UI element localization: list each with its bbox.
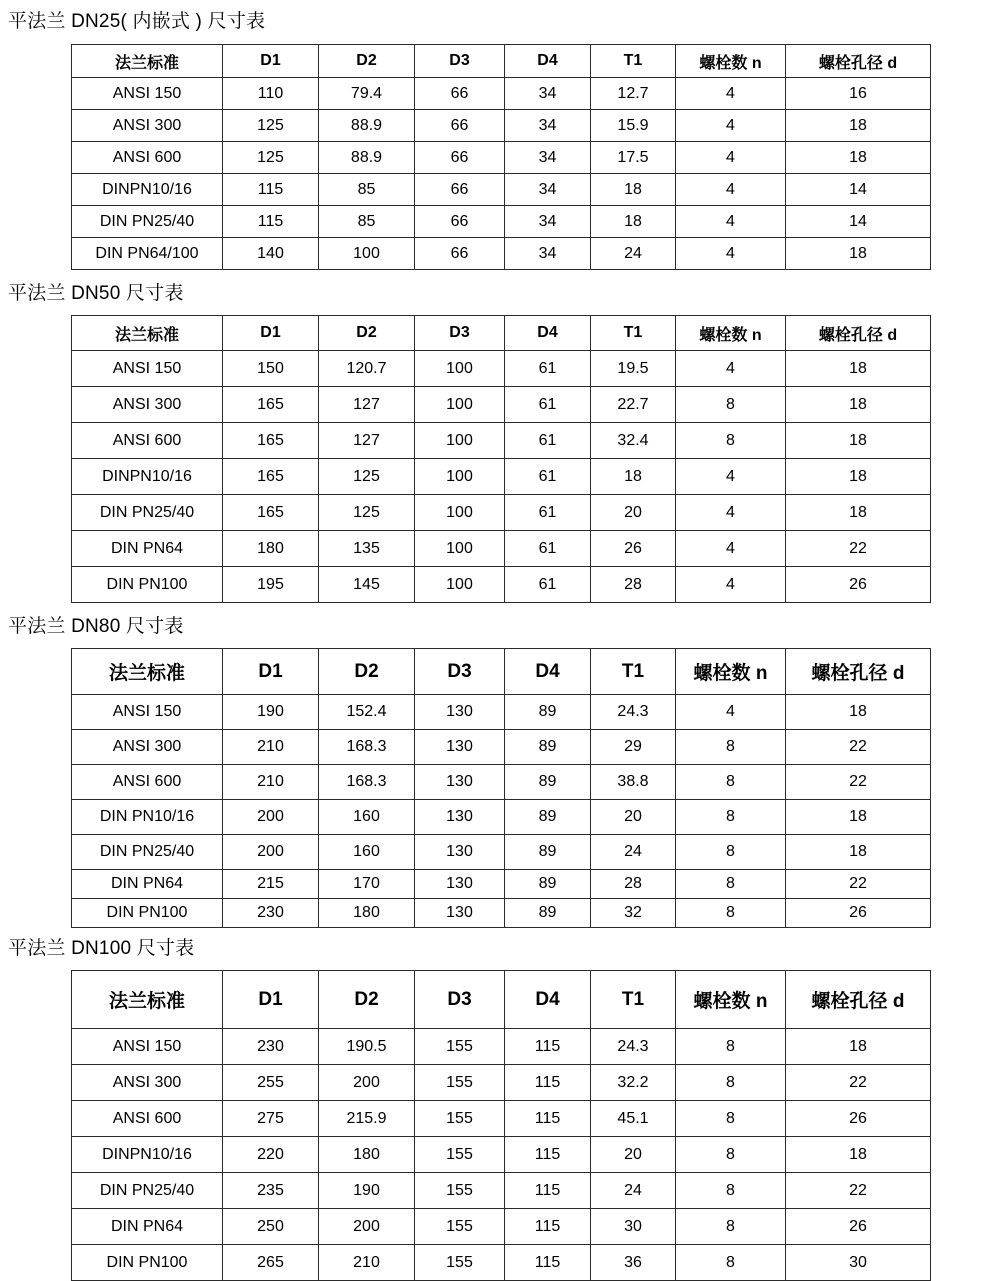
cell-d1: 255 — [223, 1065, 319, 1101]
cell-d4: 89 — [505, 800, 591, 835]
cell-d1: 125 — [223, 142, 319, 174]
cell-standard: ANSI 150 — [72, 695, 223, 730]
cell-d1: 165 — [223, 387, 319, 423]
table-row — [72, 142, 931, 174]
cell-d3: 155 — [415, 1101, 505, 1137]
dimension-table-dn25 — [71, 44, 931, 270]
cell-bolt-count: 4 — [676, 531, 786, 567]
cell-standard: DIN PN64 — [72, 870, 223, 899]
cell-d1: 150 — [223, 351, 319, 387]
cell-d3: 155 — [415, 1137, 505, 1173]
cell-bolt-hole-dia: 16 — [786, 78, 931, 110]
table-row — [72, 206, 931, 238]
cell-d2: 120.7 — [319, 351, 415, 387]
cell-standard: DIN PN25/40 — [72, 835, 223, 870]
cell-d1: 165 — [223, 459, 319, 495]
cell-t1: 22.7 — [591, 387, 676, 423]
cell-d4: 61 — [505, 387, 591, 423]
cell-bolt-hole-dia: 22 — [786, 730, 931, 765]
table-row — [72, 459, 931, 495]
cell-standard: ANSI 150 — [72, 1029, 223, 1065]
section-title-dn100: 平法兰 DN100 尺寸表 — [8, 938, 195, 959]
column-header-d3: D3 — [415, 649, 505, 695]
cell-t1: 36 — [591, 1245, 676, 1281]
column-header-d4: D4 — [505, 316, 591, 351]
column-header-d4: D4 — [505, 971, 591, 1029]
cell-d1: 195 — [223, 567, 319, 603]
cell-d4: 61 — [505, 351, 591, 387]
column-header-d4: D4 — [505, 45, 591, 78]
cell-d4: 115 — [505, 1029, 591, 1065]
cell-t1: 28 — [591, 870, 676, 899]
cell-bolt-count: 8 — [676, 870, 786, 899]
cell-t1: 29 — [591, 730, 676, 765]
dimension-table-dn100 — [71, 970, 931, 1281]
column-header-d4: D4 — [505, 649, 591, 695]
cell-bolt-count: 4 — [676, 110, 786, 142]
section-title-dn50: 平法兰 DN50 尺寸表 — [8, 283, 184, 304]
column-header-t1: T1 — [591, 316, 676, 351]
cell-bolt-hole-dia: 18 — [786, 142, 931, 174]
cell-t1: 45.1 — [591, 1101, 676, 1137]
cell-standard: DIN PN100 — [72, 1245, 223, 1281]
cell-standard: DINPN10/16 — [72, 1137, 223, 1173]
cell-t1: 24.3 — [591, 695, 676, 730]
cell-t1: 24 — [591, 835, 676, 870]
cell-d2: 200 — [319, 1209, 415, 1245]
cell-d4: 115 — [505, 1245, 591, 1281]
cell-d2: 190.5 — [319, 1029, 415, 1065]
cell-d4: 115 — [505, 1209, 591, 1245]
dimension-table-dn50 — [71, 315, 931, 603]
cell-d2: 180 — [319, 1137, 415, 1173]
cell-bolt-count: 8 — [676, 1245, 786, 1281]
table-row — [72, 899, 931, 928]
column-header-d2: D2 — [319, 649, 415, 695]
cell-standard: ANSI 600 — [72, 1101, 223, 1137]
cell-standard: DINPN10/16 — [72, 459, 223, 495]
cell-d1: 140 — [223, 238, 319, 270]
table-row — [72, 174, 931, 206]
cell-bolt-count: 8 — [676, 730, 786, 765]
cell-d1: 215 — [223, 870, 319, 899]
cell-d4: 61 — [505, 531, 591, 567]
cell-d3: 66 — [415, 142, 505, 174]
table-header-row — [72, 316, 931, 351]
cell-d4: 115 — [505, 1173, 591, 1209]
cell-d3: 66 — [415, 110, 505, 142]
table-row — [72, 351, 931, 387]
column-header-d3: D3 — [415, 316, 505, 351]
cell-bolt-count: 8 — [676, 423, 786, 459]
cell-standard: DIN PN25/40 — [72, 495, 223, 531]
cell-d2: 168.3 — [319, 765, 415, 800]
cell-d2: 190 — [319, 1173, 415, 1209]
column-header-t1: T1 — [591, 45, 676, 78]
cell-d3: 155 — [415, 1245, 505, 1281]
cell-d4: 89 — [505, 730, 591, 765]
table-row — [72, 1245, 931, 1281]
table-header-row — [72, 971, 931, 1029]
column-header-standard: 法兰标准 — [72, 316, 223, 351]
cell-d2: 88.9 — [319, 110, 415, 142]
table-row — [72, 1101, 931, 1137]
cell-standard: ANSI 300 — [72, 1065, 223, 1101]
cell-bolt-hole-dia: 22 — [786, 870, 931, 899]
cell-bolt-hole-dia: 26 — [786, 899, 931, 928]
cell-bolt-hole-dia: 22 — [786, 1065, 931, 1101]
cell-bolt-count: 8 — [676, 765, 786, 800]
cell-d2: 79.4 — [319, 78, 415, 110]
table-row — [72, 1065, 931, 1101]
cell-d4: 34 — [505, 78, 591, 110]
cell-d4: 34 — [505, 142, 591, 174]
cell-d4: 61 — [505, 495, 591, 531]
cell-bolt-count: 8 — [676, 1209, 786, 1245]
cell-d3: 66 — [415, 206, 505, 238]
cell-bolt-count: 8 — [676, 1065, 786, 1101]
cell-bolt-count: 4 — [676, 495, 786, 531]
cell-t1: 17.5 — [591, 142, 676, 174]
cell-bolt-count: 8 — [676, 835, 786, 870]
column-header-standard: 法兰标准 — [72, 45, 223, 78]
cell-d2: 160 — [319, 800, 415, 835]
cell-d4: 115 — [505, 1065, 591, 1101]
cell-standard: DIN PN25/40 — [72, 206, 223, 238]
cell-d2: 200 — [319, 1065, 415, 1101]
cell-bolt-count: 4 — [676, 351, 786, 387]
cell-t1: 19.5 — [591, 351, 676, 387]
table-row — [72, 78, 931, 110]
table-wrapper-dn25 — [0, 35, 1000, 270]
cell-d2: 168.3 — [319, 730, 415, 765]
cell-bolt-hole-dia: 18 — [786, 800, 931, 835]
cell-d3: 66 — [415, 238, 505, 270]
cell-d1: 165 — [223, 495, 319, 531]
cell-d1: 220 — [223, 1137, 319, 1173]
cell-d3: 100 — [415, 459, 505, 495]
cell-d2: 85 — [319, 174, 415, 206]
cell-t1: 20 — [591, 800, 676, 835]
table-row — [72, 567, 931, 603]
cell-d2: 85 — [319, 206, 415, 238]
cell-t1: 32.4 — [591, 423, 676, 459]
cell-d2: 145 — [319, 567, 415, 603]
cell-standard: ANSI 300 — [72, 730, 223, 765]
cell-bolt-count: 8 — [676, 800, 786, 835]
cell-bolt-hole-dia: 26 — [786, 1209, 931, 1245]
cell-t1: 30 — [591, 1209, 676, 1245]
cell-t1: 15.9 — [591, 110, 676, 142]
table-row — [72, 238, 931, 270]
cell-bolt-count: 4 — [676, 459, 786, 495]
cell-standard: DIN PN64/100 — [72, 238, 223, 270]
cell-d3: 100 — [415, 567, 505, 603]
table-row — [72, 531, 931, 567]
cell-standard: ANSI 150 — [72, 78, 223, 110]
cell-bolt-count: 4 — [676, 174, 786, 206]
section-title-dn25: 平法兰 DN25( 内嵌式 ) 尺寸表 — [8, 11, 266, 32]
cell-d3: 130 — [415, 800, 505, 835]
cell-d2: 210 — [319, 1245, 415, 1281]
cell-bolt-count: 4 — [676, 206, 786, 238]
cell-d3: 100 — [415, 387, 505, 423]
cell-standard: ANSI 600 — [72, 765, 223, 800]
cell-d3: 100 — [415, 423, 505, 459]
cell-d2: 170 — [319, 870, 415, 899]
section-title-dn80: 平法兰 DN80 尺寸表 — [8, 616, 184, 637]
cell-standard: ANSI 150 — [72, 351, 223, 387]
cell-d1: 190 — [223, 695, 319, 730]
table-row — [72, 1137, 931, 1173]
cell-d1: 125 — [223, 110, 319, 142]
cell-bolt-hole-dia: 18 — [786, 495, 931, 531]
cell-d1: 165 — [223, 423, 319, 459]
cell-d4: 89 — [505, 870, 591, 899]
table-row — [72, 387, 931, 423]
cell-d1: 200 — [223, 835, 319, 870]
table-row — [72, 835, 931, 870]
cell-bolt-count: 4 — [676, 142, 786, 174]
table-row — [72, 695, 931, 730]
cell-d1: 180 — [223, 531, 319, 567]
section-dn25 — [0, 0, 1000, 270]
cell-standard: DIN PN100 — [72, 567, 223, 603]
cell-d2: 100 — [319, 238, 415, 270]
cell-d3: 130 — [415, 835, 505, 870]
cell-bolt-hole-dia: 22 — [786, 765, 931, 800]
cell-d4: 89 — [505, 765, 591, 800]
cell-bolt-hole-dia: 22 — [786, 1173, 931, 1209]
cell-standard: DIN PN100 — [72, 899, 223, 928]
section-dn100 — [0, 928, 1000, 1281]
cell-d3: 130 — [415, 730, 505, 765]
cell-t1: 32.2 — [591, 1065, 676, 1101]
column-header-d1: D1 — [223, 971, 319, 1029]
cell-d4: 89 — [505, 695, 591, 730]
cell-d4: 115 — [505, 1101, 591, 1137]
column-header-t1: T1 — [591, 649, 676, 695]
cell-d3: 66 — [415, 78, 505, 110]
cell-d4: 34 — [505, 238, 591, 270]
cell-d4: 61 — [505, 567, 591, 603]
cell-bolt-count: 8 — [676, 387, 786, 423]
cell-d1: 210 — [223, 730, 319, 765]
cell-d1: 115 — [223, 174, 319, 206]
cell-d3: 130 — [415, 695, 505, 730]
dimension-table-dn80 — [71, 648, 931, 928]
column-header-d2: D2 — [319, 971, 415, 1029]
cell-standard: DIN PN64 — [72, 531, 223, 567]
column-header-d1: D1 — [223, 45, 319, 78]
cell-bolt-hole-dia: 22 — [786, 531, 931, 567]
column-header-d3: D3 — [415, 45, 505, 78]
cell-bolt-hole-dia: 18 — [786, 695, 931, 730]
column-header-t1: T1 — [591, 971, 676, 1029]
cell-bolt-count: 4 — [676, 567, 786, 603]
cell-d2: 88.9 — [319, 142, 415, 174]
cell-d4: 89 — [505, 835, 591, 870]
cell-d2: 180 — [319, 899, 415, 928]
cell-t1: 20 — [591, 495, 676, 531]
table-row — [72, 495, 931, 531]
cell-d1: 275 — [223, 1101, 319, 1137]
cell-d2: 135 — [319, 531, 415, 567]
cell-d1: 110 — [223, 78, 319, 110]
cell-bolt-hole-dia: 26 — [786, 567, 931, 603]
cell-t1: 26 — [591, 531, 676, 567]
cell-bolt-count: 8 — [676, 1137, 786, 1173]
table-row — [72, 1029, 931, 1065]
column-header-bolt-count: 螺栓数 n — [676, 45, 786, 78]
table-row — [72, 1173, 931, 1209]
cell-bolt-hole-dia: 14 — [786, 206, 931, 238]
section-dn80 — [0, 603, 1000, 928]
cell-d3: 130 — [415, 765, 505, 800]
cell-t1: 18 — [591, 174, 676, 206]
cell-t1: 20 — [591, 1137, 676, 1173]
table-row — [72, 1209, 931, 1245]
cell-bolt-hole-dia: 18 — [786, 423, 931, 459]
cell-bolt-hole-dia: 18 — [786, 459, 931, 495]
cell-standard: ANSI 300 — [72, 110, 223, 142]
cell-d4: 61 — [505, 423, 591, 459]
cell-d1: 230 — [223, 1029, 319, 1065]
cell-standard: ANSI 600 — [72, 423, 223, 459]
cell-d2: 127 — [319, 387, 415, 423]
column-header-bolt-hole-dia: 螺栓孔径 d — [786, 45, 931, 78]
cell-d1: 235 — [223, 1173, 319, 1209]
cell-d2: 127 — [319, 423, 415, 459]
cell-bolt-hole-dia: 26 — [786, 1101, 931, 1137]
column-header-bolt-hole-dia: 螺栓孔径 d — [786, 649, 931, 695]
cell-t1: 24.3 — [591, 1029, 676, 1065]
column-header-standard: 法兰标准 — [72, 971, 223, 1029]
cell-t1: 24 — [591, 238, 676, 270]
table-wrapper-dn100 — [0, 962, 1000, 1281]
cell-d3: 155 — [415, 1173, 505, 1209]
cell-standard: DIN PN10/16 — [72, 800, 223, 835]
table-row — [72, 110, 931, 142]
cell-d3: 155 — [415, 1065, 505, 1101]
cell-bolt-hole-dia: 30 — [786, 1245, 931, 1281]
table-header-row — [72, 649, 931, 695]
cell-d3: 66 — [415, 174, 505, 206]
cell-standard: DINPN10/16 — [72, 174, 223, 206]
column-header-bolt-hole-dia: 螺栓孔径 d — [786, 316, 931, 351]
table-row — [72, 765, 931, 800]
cell-d3: 100 — [415, 351, 505, 387]
table-row — [72, 423, 931, 459]
cell-d2: 125 — [319, 495, 415, 531]
cell-d4: 115 — [505, 1137, 591, 1173]
cell-t1: 32 — [591, 899, 676, 928]
cell-t1: 38.8 — [591, 765, 676, 800]
cell-bolt-hole-dia: 18 — [786, 110, 931, 142]
cell-d1: 200 — [223, 800, 319, 835]
cell-d2: 125 — [319, 459, 415, 495]
cell-d2: 152.4 — [319, 695, 415, 730]
cell-d2: 160 — [319, 835, 415, 870]
cell-bolt-count: 8 — [676, 899, 786, 928]
cell-t1: 24 — [591, 1173, 676, 1209]
cell-bolt-hole-dia: 18 — [786, 1029, 931, 1065]
table-header-row — [72, 45, 931, 78]
cell-bolt-count: 8 — [676, 1029, 786, 1065]
section-dn50 — [0, 270, 1000, 603]
cell-d4: 34 — [505, 110, 591, 142]
cell-bolt-hole-dia: 14 — [786, 174, 931, 206]
cell-bolt-hole-dia: 18 — [786, 238, 931, 270]
cell-d1: 250 — [223, 1209, 319, 1245]
column-header-standard: 法兰标准 — [72, 649, 223, 695]
cell-bolt-count: 4 — [676, 695, 786, 730]
cell-bolt-hole-dia: 18 — [786, 387, 931, 423]
cell-d3: 155 — [415, 1029, 505, 1065]
cell-bolt-hole-dia: 18 — [786, 835, 931, 870]
table-row — [72, 870, 931, 899]
column-header-bolt-hole-dia: 螺栓孔径 d — [786, 971, 931, 1029]
cell-d4: 34 — [505, 174, 591, 206]
column-header-d2: D2 — [319, 45, 415, 78]
cell-standard: DIN PN64 — [72, 1209, 223, 1245]
cell-standard: ANSI 600 — [72, 142, 223, 174]
column-header-d3: D3 — [415, 971, 505, 1029]
cell-standard: ANSI 300 — [72, 387, 223, 423]
table-wrapper-dn50 — [0, 307, 1000, 603]
cell-t1: 18 — [591, 459, 676, 495]
cell-d1: 210 — [223, 765, 319, 800]
cell-bolt-hole-dia: 18 — [786, 1137, 931, 1173]
column-header-d1: D1 — [223, 649, 319, 695]
cell-d2: 215.9 — [319, 1101, 415, 1137]
cell-d4: 61 — [505, 459, 591, 495]
column-header-bolt-count: 螺栓数 n — [676, 649, 786, 695]
cell-d3: 130 — [415, 870, 505, 899]
cell-d1: 115 — [223, 206, 319, 238]
table-wrapper-dn80 — [0, 640, 1000, 928]
cell-t1: 28 — [591, 567, 676, 603]
cell-d4: 34 — [505, 206, 591, 238]
table-row — [72, 730, 931, 765]
column-header-d1: D1 — [223, 316, 319, 351]
cell-d3: 100 — [415, 495, 505, 531]
table-row — [72, 800, 931, 835]
cell-d3: 100 — [415, 531, 505, 567]
column-header-d2: D2 — [319, 316, 415, 351]
column-header-bolt-count: 螺栓数 n — [676, 971, 786, 1029]
column-header-bolt-count: 螺栓数 n — [676, 316, 786, 351]
cell-d1: 230 — [223, 899, 319, 928]
cell-t1: 12.7 — [591, 78, 676, 110]
cell-d3: 130 — [415, 899, 505, 928]
cell-bolt-hole-dia: 18 — [786, 351, 931, 387]
cell-bolt-count: 8 — [676, 1101, 786, 1137]
cell-d4: 89 — [505, 899, 591, 928]
cell-d3: 155 — [415, 1209, 505, 1245]
cell-bolt-count: 8 — [676, 1173, 786, 1209]
cell-standard: DIN PN25/40 — [72, 1173, 223, 1209]
cell-d1: 265 — [223, 1245, 319, 1281]
cell-t1: 18 — [591, 206, 676, 238]
cell-bolt-count: 4 — [676, 78, 786, 110]
cell-bolt-count: 4 — [676, 238, 786, 270]
